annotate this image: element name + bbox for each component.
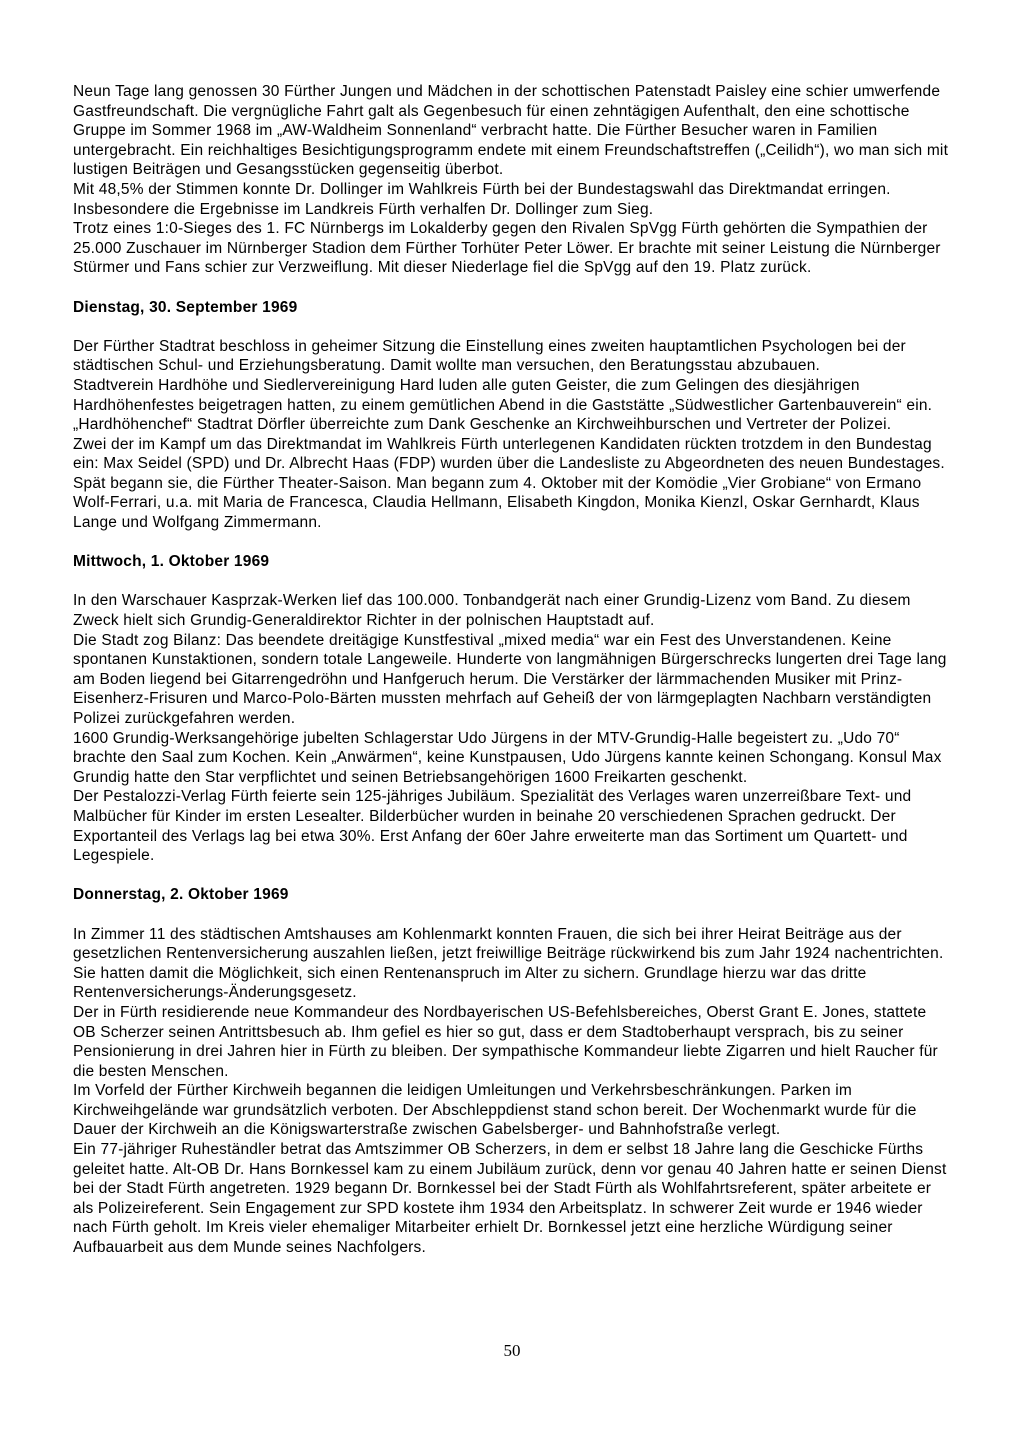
intro-paragraph: Neun Tage lang genossen 30 Fürther Jungen und Mädchen in der schottischen Patenstadt Paisley eine schier umwerfende Gastfreundschaft. Die vergnügliche Fahrt galt als Gegenbesuch für einen zehntägigen Aufenthalt, den eine schottische Gruppe im Sommer 1968 im „AW-Waldheim Sonnenland“ verbracht hatte. Die Fürther Besucher waren in Familien untergebracht. Ein reichhaltiges Besichtigungsprogramm endete mit einem Freundschaftstreffen („Ceilidh“), wo man sich mit lustigen Beiträgen und Gesangsstücken gegenseitig überbot. <box>73 83 949 179</box>
section-heading: Dienstag, 30. September 1969 <box>73 298 298 316</box>
page-number: 50 <box>503 1341 521 1360</box>
paragraph: In den Warschauer Kasprzak-Werken lief das 100.000. Tonbandgerät nach einer Grundig-Lizenz vom Band. Zu diesem Zweck hielt sich Grundig-Generaldirektor Richter in der polnischen Hauptstadt auf. <box>73 592 911 630</box>
paragraph: Der in Fürth residierende neue Kommandeur des Nordbayerischen US-Befehlsbereiches, Oberst Grant E. Jones, stattete OB Scherzer seinen Antrittsbesuch ab. Ihm gefiel es hier so gut, dass er dem Stadtoberhaupt versprach, bis zu seiner Pensionierung in drei Jahren hier in Fürth zu bleiben. Der sympathische Kommandeur liebte Zigarren und hielt Raucher für die besten Menschen. <box>73 1003 938 1080</box>
paragraph: Stadtverein Hardhöhe und Siedlervereinigung Hard luden alle guten Geister, die zum Gelingen des diesjährigen Hardhöhenfestes beigetragen hatten, zu einem gemütlichen Abend in die Gaststätte „Südwestlicher Gartenbauverein“ ein. „Hardhöhenchef“ Stadtrat Dörfler überreichte zum Dank Geschenke an Kirchweihburschen und Vertreter der Polizei. <box>73 376 933 434</box>
paragraph: In Zimmer 11 des städtischen Amtshauses am Kohlenmarkt konnten Frauen, die sich bei ihrer Heirat Beiträge aus der gesetzlichen Rentenversicherung auszahlen ließen, jetzt freiwillige Beiträge rückwirkend bis zum Jahr 1924 nachentrichten. Sie hatten damit die Möglichkeit, sich einen Rentenanspruch im Alter zu sichern. Grundlage hierzu war das dritte Rentenversicherungs-Änderungsgesetz. <box>73 925 944 1002</box>
section-heading: Mittwoch, 1. Oktober 1969 <box>73 553 270 571</box>
section-mittwoch <box>73 552 951 866</box>
paragraph: Die Stadt zog Bilanz: Das beendete dreitägige Kunstfestival „mixed media“ war ein Fest des Unverstandenen. Keine spontanen Kunstaktionen, sondern totale Langeweile. Hunderte von langmähnigen Bürgerschrecks lungerten drei Tage lang am Boden liegend bei Gitarrengedröhn und Hanfgeruch herum. Die Verstärker der lärmmachenden Musiker mit Prinz-Eisenherz-Frisuren und Marco-Polo-Bärten mussten mehrfach auf Geheiß der von lärmgeplagten Nachbarn verständigten Polizei zurückgefahren werden. <box>73 631 947 727</box>
paragraph: Spät begann sie, die Fürther Theater-Saison. Man begann zum 4. Oktober mit der Komödie „Vier Grobiane“ von Ermano Wolf-Ferrari, u.a. mit Maria de Francesca, Claudia Hellmann, Elisabeth Kingdon, Monika Kienzl, Oskar Gernhardt, Klaus Lange und Wolfgang Zimmermann. <box>73 474 922 532</box>
paragraph: Im Vorfeld der Fürther Kirchweih begannen die leidigen Umleitungen und Verkehrsbeschränkungen. Parken im Kirchweihgelände war grundsätzlich verboten. Der Abschleppdienst stand schon bereit. Der Wochenmarkt wurde für die Dauer der Kirchweih an die Königswarterstraße zwischen Gabelsberger- und Bahnhofstraße verlegt. <box>73 1082 917 1139</box>
section-heading: Donnerstag, 2. Oktober 1969 <box>73 886 289 904</box>
paragraph: Der Fürther Stadtrat beschloss in geheimer Sitzung die Einstellung eines zweiten hauptamtlichen Psychologen bei der städtischen Schul- und Erziehungsberatung. Damit wollte man versuchen, den Beratungsstau abzubauen. <box>73 337 906 375</box>
intro-paragraph: Mit 48,5% der Stimmen konnte Dr. Dollinger im Wahlkreis Fürth bei der Bundestagswahl das Direktmandat erringen. Insbesondere die Ergebnisse im Landkreis Fürth verhalfen Dr. Dollinger zum Sieg. <box>73 180 891 218</box>
paragraph: Zwei der im Kampf um das Direktmandat im Wahlkreis Fürth unterlegenen Kandidaten rückten trotzdem in den Bundestag ein: Max Seidel (SPD) und Dr. Albrecht Haas (FDP) wurden über die Landesliste zu Abgeordneten des neuen Bundestages. <box>73 435 945 473</box>
paragraph: Der Pestalozzi-Verlag Fürth feierte sein 125-jähriges Jubiläum. Spezialität des Verlages waren unzerreißbare Text- und Malbücher für Kinder im ersten Lesealter. Bilderbücher wurden in beinahe 20 verschiedenen Sprachen gedruckt. Der Exportanteil des Verlags lag bei etwa 30%. Erst Anfang der 60er Jahre erweiterte man das Sortiment um Quartett- und Legespiele. <box>73 788 912 865</box>
document-page <box>73 82 951 1258</box>
section-donnerstag <box>73 885 951 1257</box>
paragraph: 1600 Grundig-Werksangehörige jubelten Schlagerstar Udo Jürgens in der MTV-Grundig-Halle begeistert zu. „Udo 70“ brachte den Saal zum Kochen. Kein „Anwärmen“, keine Kunstpausen, Udo Jürgens kannte keinen Schongang. Konsul Max Grundig hatte den Star verpflichtet und seinen Betriebsangehörigen 1600 Freikarten geschenkt. <box>73 729 942 786</box>
intro-paragraph: Trotz eines 1:0-Sieges des 1. FC Nürnbergs im Lokalderby gegen den Rivalen SpVgg Fürth gehörten die Sympathien der 25.000 Zuschauer im Nürnberger Stadion dem Fürther Torhüter Peter Löwer. Er brachte mit seiner Leistung die Nürnberger Stürmer und Fans schier zur Verzweiflung. Mit dieser Niederlage fiel die SpVgg auf den 19. Platz zurück. <box>73 220 941 277</box>
section-dienstag <box>73 298 951 533</box>
paragraph: Ein 77-jähriger Ruheständler betrat das Amtszimmer OB Scherzers, in dem er selbst 18 Jahre lang die Geschicke Fürths geleitet hatte. Alt-OB Dr. Hans Bornkessel kam zu einem Jubiläum zurück, denn vor genau 40 Jahren hatte er seinen Dienst bei der Stadt Fürth angetreten. 1929 begann Dr. Bornkessel bei der Stadt Fürth als Wohlfahrtsreferent, später arbeitete er als Polizeireferent. Sein Engagement zur SPD kostete ihm 1934 den Arbeitsplatz. In schwerer Zeit wurde er 1946 wieder nach Fürth geholt. Im Kreis vieler ehemaliger Mitarbeiter erhielt Dr. Bornkessel jetzt eine herzliche Würdigung seiner Aufbauarbeit aus dem Munde seines Nachfolgers. <box>73 1141 947 1257</box>
